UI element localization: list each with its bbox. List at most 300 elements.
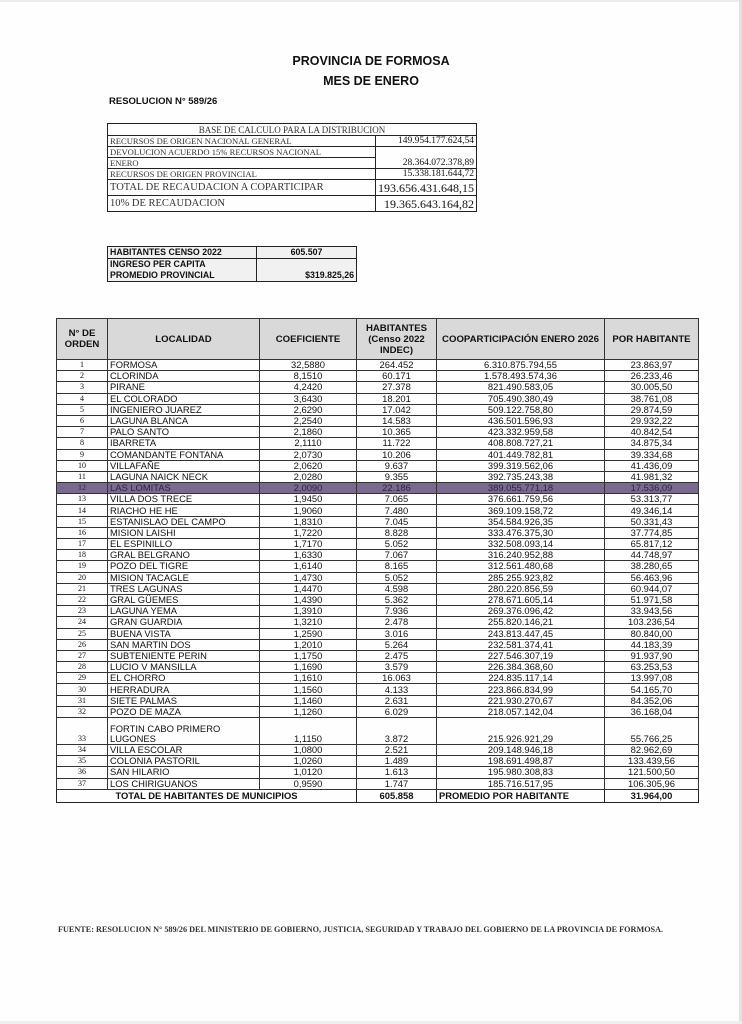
row-number: 16 bbox=[57, 527, 108, 538]
table-row bbox=[57, 460, 699, 471]
table-row bbox=[57, 695, 699, 706]
row-coparticipacion: 376.661.759,56 bbox=[437, 494, 605, 505]
row-por-habitante: 33.943,56 bbox=[605, 606, 699, 617]
base-calculo-title: BASE DE CALCULO PARA LA DISTRIBUCION bbox=[108, 124, 477, 136]
row-coeficiente: 1,1460 bbox=[260, 695, 357, 706]
row-por-habitante: 29.932,22 bbox=[605, 415, 699, 426]
row-habitantes: 1.489 bbox=[357, 756, 437, 767]
row-localidad: SAN HILARIO bbox=[108, 767, 260, 778]
row-localidad: CLORINDA bbox=[108, 371, 260, 382]
row-habitantes: 2.475 bbox=[357, 650, 437, 661]
row-coparticipacion: 280.220.856,59 bbox=[437, 583, 605, 594]
row-localidad: ESTANISLAO DEL CAMPO bbox=[108, 516, 260, 527]
row-por-habitante: 54.165,70 bbox=[605, 684, 699, 695]
row-coparticipacion: 821.490.583,05 bbox=[437, 382, 605, 393]
row-coparticipacion: 221.930.270,67 bbox=[437, 695, 605, 706]
row-localidad: COMANDANTE FONTANA bbox=[108, 449, 260, 460]
table-row bbox=[57, 572, 699, 583]
row-localidad: EL CHORRO bbox=[108, 673, 260, 684]
base-calculo-label: RECURSOS DE ORIGEN PROVINCIAL bbox=[108, 169, 376, 180]
row-number: 3 bbox=[57, 382, 108, 393]
row-coeficiente: 1,1750 bbox=[260, 650, 357, 661]
row-localidad: BUENA VISTA bbox=[108, 628, 260, 639]
base-calculo-row bbox=[108, 136, 477, 147]
row-coparticipacion: 243.813.447,45 bbox=[437, 628, 605, 639]
row-coparticipacion: 269.376.096,42 bbox=[437, 606, 605, 617]
row-localidad: FORMOSA bbox=[108, 360, 260, 371]
row-localidad: VILLAFAÑE bbox=[108, 460, 260, 471]
row-coparticipacion: 354.584.926,35 bbox=[437, 516, 605, 527]
row-por-habitante: 34.875,34 bbox=[605, 438, 699, 449]
table-row bbox=[57, 393, 699, 404]
row-localidad: POZO DEL TIGRE bbox=[108, 561, 260, 572]
row-por-habitante: 80.840,00 bbox=[605, 628, 699, 639]
row-localidad: LAGUNA BLANCA bbox=[108, 415, 260, 426]
row-coeficiente: 32,5880 bbox=[260, 360, 357, 371]
row-localidad: SIETE PALMAS bbox=[108, 695, 260, 706]
row-number: 27 bbox=[57, 650, 108, 661]
table-row bbox=[57, 684, 699, 695]
row-habitantes: 14.583 bbox=[357, 415, 437, 426]
row-number: 28 bbox=[57, 662, 108, 673]
row-coparticipacion: 215.926.921,29 bbox=[437, 718, 605, 745]
base-calculo-value: 19.365.643.164,82 bbox=[376, 196, 477, 212]
row-coparticipacion: 223.866.834,99 bbox=[437, 684, 605, 695]
row-coeficiente: 1,6140 bbox=[260, 561, 357, 572]
table-row bbox=[57, 438, 699, 449]
row-number: 9 bbox=[57, 449, 108, 460]
document-title: PROVINCIA DE FORMOSA bbox=[292, 54, 450, 68]
base-calculo-value: 193.656.431.648,15 bbox=[376, 180, 477, 196]
row-number: 31 bbox=[57, 695, 108, 706]
row-number: 23 bbox=[57, 606, 108, 617]
row-number: 5 bbox=[57, 404, 108, 415]
habitantes-label: HABITANTES CENSO 2022 bbox=[108, 247, 257, 259]
table-row bbox=[57, 505, 699, 516]
row-localidad: COLONIA PASTORIL bbox=[108, 756, 260, 767]
row-habitantes: 3.579 bbox=[357, 662, 437, 673]
row-coeficiente: 2,6290 bbox=[260, 404, 357, 415]
row-habitantes: 7.936 bbox=[357, 606, 437, 617]
row-coeficiente: 0,9590 bbox=[260, 778, 357, 789]
table-row-highlighted bbox=[57, 483, 699, 494]
table-row bbox=[57, 415, 699, 426]
row-number: 25 bbox=[57, 628, 108, 639]
header-habitantes: HABITANTES (Censo 2022 INDEC) bbox=[357, 319, 437, 360]
row-por-habitante: 36.168,04 bbox=[605, 706, 699, 717]
row-habitantes: 8.828 bbox=[357, 527, 437, 538]
table-row bbox=[57, 706, 699, 717]
base-calculo-row bbox=[108, 169, 477, 180]
row-localidad: PALO SANTO bbox=[108, 427, 260, 438]
row-por-habitante: 106.305,96 bbox=[605, 778, 699, 789]
row-localidad: GRAN GUARDIA bbox=[108, 617, 260, 628]
row-coeficiente: 1,2590 bbox=[260, 628, 357, 639]
base-calculo-label: 10% DE RECAUDACION bbox=[108, 196, 376, 212]
row-coeficiente: 2,1860 bbox=[260, 427, 357, 438]
row-coeficiente: 4,2420 bbox=[260, 382, 357, 393]
row-coparticipacion: 333.476.375,30 bbox=[437, 527, 605, 538]
row-localidad: GRAL BELGRANO bbox=[108, 550, 260, 561]
censo-row bbox=[108, 247, 357, 259]
header-por-habitante: POR HABITANTE bbox=[605, 319, 699, 360]
resolution-number: RESOLUCION N° 589/26 bbox=[109, 96, 218, 107]
row-por-habitante: 41.436,09 bbox=[605, 460, 699, 471]
row-habitantes: 1.613 bbox=[357, 767, 437, 778]
row-coeficiente: 2,2540 bbox=[260, 415, 357, 426]
table-row bbox=[57, 561, 699, 572]
row-number: 30 bbox=[57, 684, 108, 695]
row-coeficiente: 2,0620 bbox=[260, 460, 357, 471]
row-coparticipacion: 392.735.243,38 bbox=[437, 471, 605, 482]
row-coparticipacion: 509.122.758,80 bbox=[437, 404, 605, 415]
row-coeficiente: 1,1610 bbox=[260, 673, 357, 684]
promedio-label: PROMEDIO POR HABITANTE bbox=[437, 789, 605, 802]
base-calculo-label: DEVOLUCION ACUERDO 15% RECURSOS NACIONAL bbox=[108, 147, 376, 158]
row-coeficiente: 1,4390 bbox=[260, 594, 357, 605]
row-habitantes: 2.521 bbox=[357, 745, 437, 756]
table-row bbox=[57, 382, 699, 393]
row-coparticipacion: 185.716.517,95 bbox=[437, 778, 605, 789]
table-row bbox=[57, 360, 699, 371]
row-number: 24 bbox=[57, 617, 108, 628]
row-localidad: POZO DE MAZA bbox=[108, 706, 260, 717]
table-row bbox=[57, 527, 699, 538]
row-habitantes: 10.365 bbox=[357, 427, 437, 438]
row-localidad: PIRANE bbox=[108, 382, 260, 393]
row-coeficiente: 1,1560 bbox=[260, 684, 357, 695]
row-habitantes: 4.598 bbox=[357, 583, 437, 594]
row-number: 6 bbox=[57, 415, 108, 426]
row-localidad: HERRADURA bbox=[108, 684, 260, 695]
row-por-habitante: 53.313,77 bbox=[605, 494, 699, 505]
row-coparticipacion: 312.561.480,68 bbox=[437, 561, 605, 572]
row-localidad: FORTIN CABO PRIMERO LUGONES bbox=[108, 718, 260, 745]
row-coparticipacion: 218.057.142,04 bbox=[437, 706, 605, 717]
row-number: 21 bbox=[57, 583, 108, 594]
row-por-habitante: 13.997,08 bbox=[605, 673, 699, 684]
row-coeficiente: 1,4730 bbox=[260, 572, 357, 583]
row-localidad: LOS CHIRIGUANOS bbox=[108, 778, 260, 789]
base-calculo-label: RECURSOS DE ORIGEN NACIONAL GENERAL bbox=[108, 136, 376, 147]
row-localidad: GRAL GÜEMES bbox=[108, 594, 260, 605]
table-row bbox=[57, 617, 699, 628]
row-habitantes: 2.631 bbox=[357, 695, 437, 706]
row-habitantes: 7.065 bbox=[357, 494, 437, 505]
row-localidad: LAS LOMITAS bbox=[108, 483, 260, 494]
habitantes-value: 605.507 bbox=[257, 247, 357, 259]
row-por-habitante: 29.874,59 bbox=[605, 404, 699, 415]
table-row bbox=[57, 539, 699, 550]
row-coeficiente: 2,0730 bbox=[260, 449, 357, 460]
row-coparticipacion: 209.148.946,18 bbox=[437, 745, 605, 756]
row-habitantes: 2.478 bbox=[357, 617, 437, 628]
table-row bbox=[57, 628, 699, 639]
row-por-habitante: 84.352,06 bbox=[605, 695, 699, 706]
table-row bbox=[57, 427, 699, 438]
row-habitantes: 7.480 bbox=[357, 505, 437, 516]
table-row bbox=[57, 471, 699, 482]
row-localidad: SUBTENIENTE PERIN bbox=[108, 650, 260, 661]
row-por-habitante: 63.253,53 bbox=[605, 662, 699, 673]
total-habitantes: 605.858 bbox=[357, 789, 437, 802]
row-habitantes: 7.045 bbox=[357, 516, 437, 527]
row-number: 13 bbox=[57, 494, 108, 505]
table-row bbox=[57, 371, 699, 382]
row-habitantes: 16.063 bbox=[357, 673, 437, 684]
table-row bbox=[57, 594, 699, 605]
base-calculo-row bbox=[108, 147, 477, 158]
row-coparticipacion: 285.255.923,82 bbox=[437, 572, 605, 583]
row-coeficiente: 1,1690 bbox=[260, 662, 357, 673]
row-coeficiente: 2,1110 bbox=[260, 438, 357, 449]
row-number: 18 bbox=[57, 550, 108, 561]
table-row bbox=[57, 494, 699, 505]
row-coparticipacion: 316.240.952,88 bbox=[437, 550, 605, 561]
row-coeficiente: 1,8310 bbox=[260, 516, 357, 527]
row-coeficiente: 1,4470 bbox=[260, 583, 357, 594]
header-coeficiente: COEFICIENTE bbox=[260, 319, 357, 360]
row-habitantes: 18.201 bbox=[357, 393, 437, 404]
row-localidad: MISION LAISHI bbox=[108, 527, 260, 538]
row-coparticipacion: 408.808.727,21 bbox=[437, 438, 605, 449]
document-subtitle: MES DE ENERO bbox=[323, 74, 419, 88]
table-row bbox=[57, 650, 699, 661]
table-row bbox=[57, 778, 699, 789]
row-coeficiente: 1,3210 bbox=[260, 617, 357, 628]
row-number: 34 bbox=[57, 745, 108, 756]
row-coeficiente: 1,7220 bbox=[260, 527, 357, 538]
row-localidad: VILLA DOS TRECE bbox=[108, 494, 260, 505]
row-localidad: RIACHO HE HE bbox=[108, 505, 260, 516]
row-coparticipacion: 278.671.605,14 bbox=[437, 594, 605, 605]
row-number: 12 bbox=[57, 483, 108, 494]
row-coparticipacion: 226.384.368,60 bbox=[437, 662, 605, 673]
total-label: TOTAL DE HABITANTES DE MUNICIPIOS bbox=[57, 789, 357, 802]
row-por-habitante: 37.774,85 bbox=[605, 527, 699, 538]
row-habitantes: 27.378 bbox=[357, 382, 437, 393]
ingreso-label-2: PROMEDIO PROVINCIAL bbox=[108, 270, 257, 282]
row-coparticipacion: 423.332.959,58 bbox=[437, 427, 605, 438]
row-habitantes: 5.052 bbox=[357, 572, 437, 583]
row-por-habitante: 103.236,54 bbox=[605, 617, 699, 628]
row-coparticipacion: 436.501.596,93 bbox=[437, 415, 605, 426]
table-row bbox=[57, 606, 699, 617]
row-coparticipacion: 232.581.374,41 bbox=[437, 639, 605, 650]
table-row bbox=[57, 516, 699, 527]
header-orden: N° DE ORDEN bbox=[57, 319, 108, 360]
row-coparticipacion: 255.820.146,21 bbox=[437, 617, 605, 628]
row-por-habitante: 121.500,50 bbox=[605, 767, 699, 778]
row-coeficiente: 1,3910 bbox=[260, 606, 357, 617]
row-habitantes: 9.637 bbox=[357, 460, 437, 471]
base-calculo-value: 149.954.177.624,54 bbox=[376, 136, 477, 147]
row-localidad: VILLA ESCOLAR bbox=[108, 745, 260, 756]
row-por-habitante: 56.463,96 bbox=[605, 572, 699, 583]
row-coeficiente: 1,7170 bbox=[260, 539, 357, 550]
header-coparticipacion: COOPARTICIPACIÓN ENERO 2026 bbox=[437, 319, 605, 360]
row-habitantes: 60.171 bbox=[357, 371, 437, 382]
censo-row bbox=[108, 259, 357, 271]
row-coeficiente: 1,1150 bbox=[260, 718, 357, 745]
table-row bbox=[57, 639, 699, 650]
row-habitantes: 264.452 bbox=[357, 360, 437, 371]
censo-table bbox=[107, 246, 357, 282]
row-number: 10 bbox=[57, 460, 108, 471]
row-habitantes: 3.872 bbox=[357, 718, 437, 745]
row-coparticipacion: 369.109.158,72 bbox=[437, 505, 605, 516]
row-number: 37 bbox=[57, 778, 108, 789]
row-por-habitante: 23.863,97 bbox=[605, 360, 699, 371]
row-localidad: EL COLORADO bbox=[108, 393, 260, 404]
row-habitantes: 5.362 bbox=[357, 594, 437, 605]
ingreso-value: $319.825,26 bbox=[257, 259, 357, 282]
row-habitantes: 5.264 bbox=[357, 639, 437, 650]
row-por-habitante: 39.334,68 bbox=[605, 449, 699, 460]
row-coparticipacion: 705.490.380,49 bbox=[437, 393, 605, 404]
row-por-habitante: 50.331,43 bbox=[605, 516, 699, 527]
row-number: 14 bbox=[57, 505, 108, 516]
row-habitantes: 3.016 bbox=[357, 628, 437, 639]
page-top-edge bbox=[0, 0, 742, 2]
row-number: 36 bbox=[57, 767, 108, 778]
table-row bbox=[57, 662, 699, 673]
row-coparticipacion: 332.508.093,14 bbox=[437, 539, 605, 550]
row-habitantes: 22.186 bbox=[357, 483, 437, 494]
row-number: 8 bbox=[57, 438, 108, 449]
table-header-row bbox=[57, 319, 699, 360]
row-coeficiente: 1,9450 bbox=[260, 494, 357, 505]
row-por-habitante: 38.761,08 bbox=[605, 393, 699, 404]
base-calculo-row bbox=[108, 196, 477, 212]
row-coparticipacion: 198.691.498,87 bbox=[437, 756, 605, 767]
row-localidad: EL ESPINILLO bbox=[108, 539, 260, 550]
row-coparticipacion: 6.310.875.794,55 bbox=[437, 360, 605, 371]
row-number: 29 bbox=[57, 673, 108, 684]
row-localidad: LAGUNA YEMA bbox=[108, 606, 260, 617]
base-calculo-row bbox=[108, 180, 477, 196]
row-habitantes: 10.206 bbox=[357, 449, 437, 460]
row-number: 35 bbox=[57, 756, 108, 767]
row-localidad: LAGUNA NAICK NECK bbox=[108, 471, 260, 482]
row-por-habitante: 26.233,46 bbox=[605, 371, 699, 382]
distribution-table bbox=[56, 318, 699, 803]
row-number: 7 bbox=[57, 427, 108, 438]
source-note: FUENTE: RESOLUCION N° 589/26 DEL MINISTERIO DE GOBIERNO, JUSTICIA, SEGURIDAD Y TRABAJO DEL GOBIERNO DE LA PROVINCIA DE FORMOSA. bbox=[58, 925, 664, 934]
row-number: 32 bbox=[57, 706, 108, 717]
promedio-value: 31.964,00 bbox=[605, 789, 699, 802]
row-localidad: MISION TACAGLE bbox=[108, 572, 260, 583]
row-number: 22 bbox=[57, 594, 108, 605]
row-number: 15 bbox=[57, 516, 108, 527]
row-localidad: LUCIO V MANSILLA bbox=[108, 662, 260, 673]
row-por-habitante: 44.748,97 bbox=[605, 550, 699, 561]
base-calculo-label: ENERO bbox=[108, 158, 376, 169]
base-calculo-header-row bbox=[108, 124, 477, 136]
row-number: 33 bbox=[57, 718, 108, 745]
row-number: 1 bbox=[57, 360, 108, 371]
row-coparticipacion: 399.319.562,06 bbox=[437, 460, 605, 471]
row-number: 19 bbox=[57, 561, 108, 572]
row-number: 17 bbox=[57, 539, 108, 550]
table-row bbox=[57, 550, 699, 561]
row-por-habitante: 60.944,07 bbox=[605, 583, 699, 594]
ingreso-label-1: INGRESO PER CAPITA bbox=[108, 259, 257, 271]
header-localidad: LOCALIDAD bbox=[108, 319, 260, 360]
row-habitantes: 11.722 bbox=[357, 438, 437, 449]
row-number: 20 bbox=[57, 572, 108, 583]
table-row bbox=[57, 756, 699, 767]
row-por-habitante: 17.536,09 bbox=[605, 483, 699, 494]
row-coeficiente: 1,1260 bbox=[260, 706, 357, 717]
row-por-habitante: 133.439,56 bbox=[605, 756, 699, 767]
base-calculo-table bbox=[107, 123, 477, 212]
row-habitantes: 17.042 bbox=[357, 404, 437, 415]
row-number: 2 bbox=[57, 371, 108, 382]
table-row bbox=[57, 673, 699, 684]
row-localidad: IBARRETA bbox=[108, 438, 260, 449]
row-por-habitante: 55.766,25 bbox=[605, 718, 699, 745]
row-number: 26 bbox=[57, 639, 108, 650]
row-por-habitante: 49.346,14 bbox=[605, 505, 699, 516]
row-coeficiente: 8,1510 bbox=[260, 371, 357, 382]
total-row bbox=[57, 789, 699, 802]
row-por-habitante: 82.962,69 bbox=[605, 745, 699, 756]
row-por-habitante: 65.817,12 bbox=[605, 539, 699, 550]
row-coeficiente: 3,6430 bbox=[260, 393, 357, 404]
row-coeficiente: 1,6330 bbox=[260, 550, 357, 561]
row-coeficiente: 1,0120 bbox=[260, 767, 357, 778]
table-body bbox=[57, 360, 699, 790]
row-por-habitante: 30.005,50 bbox=[605, 382, 699, 393]
table-row bbox=[57, 583, 699, 594]
base-calculo-value: 28.364.072.378,89 bbox=[376, 147, 477, 169]
row-por-habitante: 91.937,90 bbox=[605, 650, 699, 661]
row-habitantes: 4.133 bbox=[357, 684, 437, 695]
row-coeficiente: 2,0090 bbox=[260, 483, 357, 494]
row-por-habitante: 51.971,58 bbox=[605, 594, 699, 605]
row-localidad: INGENIERO JUAREZ bbox=[108, 404, 260, 415]
row-por-habitante: 41.981,32 bbox=[605, 471, 699, 482]
row-habitantes: 6.029 bbox=[357, 706, 437, 717]
row-coparticipacion: 224.835.117,14 bbox=[437, 673, 605, 684]
row-coeficiente: 1,0800 bbox=[260, 745, 357, 756]
row-coeficiente: 2,0280 bbox=[260, 471, 357, 482]
row-coparticipacion: 1.578.493.574,36 bbox=[437, 371, 605, 382]
row-habitantes: 5.052 bbox=[357, 539, 437, 550]
row-coparticipacion: 195.980.308,83 bbox=[437, 767, 605, 778]
row-number: 4 bbox=[57, 393, 108, 404]
table-row bbox=[57, 767, 699, 778]
base-calculo-value: 15.338.181.644,72 bbox=[376, 169, 477, 180]
row-coparticipacion: 227.546.307,19 bbox=[437, 650, 605, 661]
row-coeficiente: 1,9060 bbox=[260, 505, 357, 516]
row-por-habitante: 38.280,65 bbox=[605, 561, 699, 572]
row-habitantes: 8.165 bbox=[357, 561, 437, 572]
row-coeficiente: 1,0260 bbox=[260, 756, 357, 767]
row-coparticipacion: 389.055.771,18 bbox=[437, 483, 605, 494]
row-coparticipacion: 401.449.782,81 bbox=[437, 449, 605, 460]
row-coeficiente: 1,2010 bbox=[260, 639, 357, 650]
row-por-habitante: 44.183,39 bbox=[605, 639, 699, 650]
table-row bbox=[57, 745, 699, 756]
row-localidad: SAN MARTIN DOS bbox=[108, 639, 260, 650]
table-row bbox=[57, 718, 699, 745]
row-localidad: TRES LAGUNAS bbox=[108, 583, 260, 594]
base-calculo-label: TOTAL DE RECAUDACION A COPARTICIPAR bbox=[108, 180, 376, 196]
table-row bbox=[57, 404, 699, 415]
row-por-habitante: 40.842,54 bbox=[605, 427, 699, 438]
